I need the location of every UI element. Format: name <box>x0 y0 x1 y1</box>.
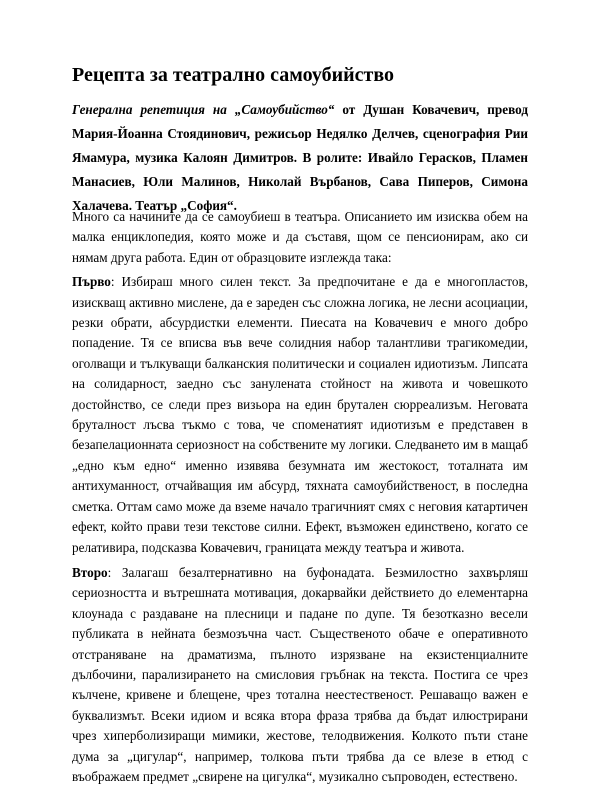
intro-paragraph: Много са начините да се самоубиеш в театъра. Описанието им изисква обем на малка енциклопедия, която може и да съставя, щом се пенсионирам, ако си нямам друга работа. Един от образцовите изглежда така: <box>72 209 528 265</box>
article-credits <box>72 98 528 218</box>
credits-lead: Генерална репетиция на „Самоубийство“ <box>72 102 335 117</box>
credits-rest: от Душан Ковачевич, превод Мария-Йоанна Стоядинович, режисьор Недялко Делчев, сценография Рии Ямамура, музика Калоян Димитров. В ролите: Ивайло Герасков, Пламен Манасиев, Юли Малинов, Николай Върбанов, Сава Пиперов, Симона Халачева. Театър „София“. <box>72 102 528 213</box>
article-body <box>72 207 528 792</box>
first-label: Първо <box>72 274 111 290</box>
paragraph-first <box>72 272 528 558</box>
first-text: : Избираш много силен текст. За предпочитане е да е многопластов, изискващ активно мислене, да е зареден със сложна логика, не лесни асоциации, резки обрати, абсурдистки елементи. Пиесата на Ковачевич е много добро попадение. Тя се вписва във вече солидния набор талантливи трагикомедии, оголващи и тълкуващи балканския политически и социален идиотизъм. Липсата на солидарност, заедно със занулената стойност на живота и човешкото достойнство, се следи през визьора на един брутален сюрреализъм. Неговата бруталност лъсва тъкмо с това, че споменатият идиотизъм е представен в безапелационната сериозност на собствените му логики. Следването им в мащаб „едно към едно“ именно изявява безумната им жестокост, тоталната им антихуманност, отчайващия им абсурд, тяхната самоубийственост, в последна сметка. Оттам само може да вземе начало трагичният смях с неговия катартичен ефект, който прави тези текстове силни. Ефект, възможен единствено, когато се релативира, подсказва Ковачевич, границата между театъра и живота. <box>72 274 528 555</box>
article-title: Рецепта за театрално самоубийство <box>72 64 395 86</box>
paragraph-second <box>72 563 528 787</box>
second-text: : Залагаш безалтернативно на буфонадата. Безмилостно захвърляш сериозността и вътрешната мотивация, докарвайки действието до елементарна клоунада с раздаване на плесници и падане по дупе. Тя безотказно весели публиката в нейната безмозъчна част. Същественото обаче е оперативното отстраняване на драматизма, пълното изрязване на екзистенциалните дълбочини, парализирането на смисловия гръбнак на текста. Постига се чрез кълчене, кривене и блещене, чрез тотална неестественост. Решаващо важен е буквализмът. Всеки идиом и всяка втора фраза трябва да бъдат илюстрирани чрез хиперболизиращи мимики, жестове, телодвижения. Колкото пъти стане дума за „цигулар“, например, толкова пъти трябва да се влезе в етюд с въображаем предмет „свирене на цигулка“, музикално съпроводен, естествено. <box>72 564 528 784</box>
second-label: Второ <box>72 564 108 580</box>
